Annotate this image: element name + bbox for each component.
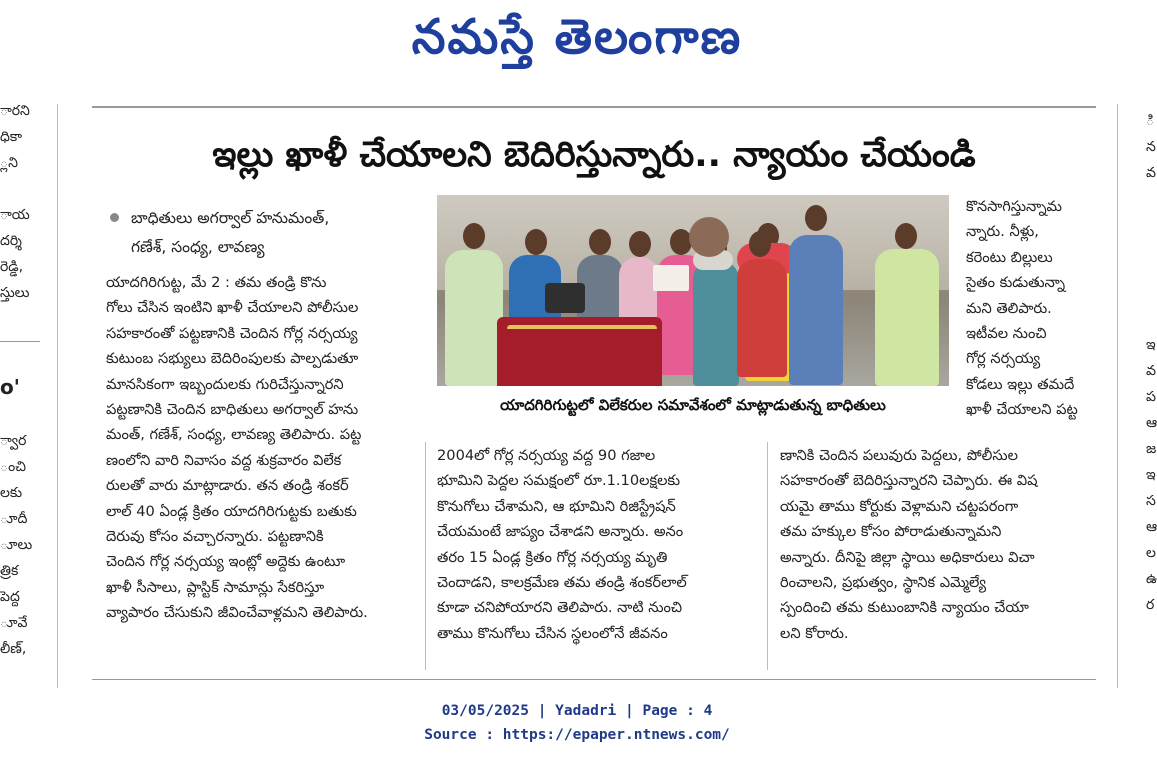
text-line: చెందిన గోర్ల నర్సయ్య ఇంట్లో అద్దెకు ఉంటూ	[106, 553, 346, 571]
person-head	[805, 205, 827, 231]
text-line: రించాలని, ప్రభుత్వం, స్థానిక ఎమ్మెల్యే	[780, 574, 987, 592]
article-photo	[437, 195, 949, 386]
text-line: సైతం కుడుతున్నా	[966, 274, 1066, 292]
article-headline: ఇల్లు ఖాళీ చేయాలని బెదిరిస్తున్నారు.. న్యాయం చేయండి	[212, 135, 976, 175]
text-line: కరెంటు బిల్లులు	[966, 248, 1053, 266]
text-line: ఖాళీ చేయాలని పట్ట	[966, 401, 1078, 419]
text-line: గోర్ల నర్సయ్య	[966, 350, 1041, 368]
text-line: ఇటీవల నుంచి	[966, 325, 1047, 343]
text-line: దెరువు కోసం వచ్చారన్నారు. పట్టణానికి	[106, 528, 324, 546]
subhead-line: బాధితులు అగర్వాల్ హనుమంత్,	[131, 209, 330, 227]
text-line: స్పందించి తమ కుటుంబానికి న్యాయం చేయా	[780, 599, 1029, 617]
person-figure	[507, 325, 657, 329]
person-figure	[693, 261, 739, 386]
left-fragment-top: ారని ధికా ్లని ాయ దర్శి రెడ్డి, స్తులు	[0, 103, 30, 301]
text-line: పట్టణానికి చెందిన బాధితులు అగర్వాల్ హను	[106, 401, 359, 419]
source-link[interactable]: Source : https://epaper.ntnews.com/	[424, 727, 730, 743]
article-column-3	[780, 443, 1096, 646]
person-head	[525, 229, 547, 255]
article-column-1	[106, 270, 418, 626]
text-line: సహకారంతో బెదిరిస్తున్నారని చెప్పారు. ఈ విష	[780, 472, 1038, 490]
person-head	[749, 231, 771, 257]
text-line: భూమిని పెద్దల సమక్షంలో రూ.1.10లక్షలకు	[437, 472, 681, 490]
person-head	[463, 223, 485, 249]
text-line: తమ హక్కుల కోసం పోరాడుతున్నామని	[780, 523, 1002, 541]
text-line: చెందాడని, కాలక్రమేణ తమ తండ్రి శంకర్‌లాల్	[437, 574, 687, 592]
left-column-divider	[57, 104, 58, 688]
left-fragment-bottom: ్వార ంచి లకు ూదీ ూలు త్రిక పెద్ద ూవే లీణ్,	[0, 433, 33, 657]
text-line: లని కోరారు.	[780, 624, 849, 642]
person-head	[895, 223, 917, 249]
person-figure	[789, 235, 843, 385]
bottom-rule	[92, 679, 1096, 680]
text-line: ఖాళీ సీసాలు, ప్లాస్టిక్ సామాన్లు సేకరిస్తూ	[106, 578, 325, 596]
person-figure	[445, 250, 503, 386]
text-line: లాల్ 40 ఏండ్ల క్రితం యాదగిరిగుట్టకు బతుకు	[106, 502, 357, 520]
person-head	[629, 231, 651, 257]
text-line: తాము కొనుగోలు చేసిన స్థలంలోనే జీవనం	[437, 624, 668, 642]
article-column-3-top	[966, 194, 1094, 423]
text-line: న్నారు. నీళ్లు,	[966, 223, 1039, 241]
text-line: కొనుగోలు చేశామని, ఆ భూమిని రిజిస్ట్రేషన్	[437, 497, 676, 515]
text-line: వ్యాపారం చేసుకుని జీవించేవాళ్లమని తెలిపారు.	[106, 604, 368, 622]
text-line: ణంలోని వారి నివాసం వద్ద శుక్రవారం విలేక	[106, 451, 342, 469]
person-figure	[545, 283, 585, 313]
text-line: చేయమంటే జాప్యం చేశాడని అన్నారు. అనం	[437, 523, 684, 541]
text-line: రులతో వారు మాట్లాడారు. తన తండ్రి శంకర్	[106, 477, 349, 495]
text-line: యమై తాము కోర్టుకు వెళ్లామని చట్టపరంగా	[780, 497, 1019, 515]
page-info: 03/05/2025 | Yadadri | Page : 4	[441, 703, 713, 719]
text-line: సహకారంతో పట్టణానికి చెందిన గోర్ల నర్సయ్య	[106, 324, 358, 342]
text-line: అన్నారు. దీనిపై జిల్లా స్థాయి అధికారులు విచా	[780, 548, 1035, 566]
article-col2-divider	[767, 442, 768, 670]
right-column-divider	[1117, 104, 1118, 688]
text-line: మానసికంగా ఇబ్బందులకు గురిచేస్తున్నారని	[106, 375, 344, 393]
text-line: కూడా చనిపోయారని తెలిపారు. నాటి నుంచి	[437, 599, 683, 617]
text-line: యాదగిరిగుట్ట, మే 2 : తమ తండ్రి కొను	[106, 274, 327, 291]
right-fragment-top: ి న వ	[1146, 113, 1156, 181]
text-line: మంత్, గణేశ్, సంధ్య, లావణ్య తెలిపారు. పట్ట	[106, 426, 362, 444]
photo-caption: యాదగిరిగుట్టలో విలేకరుల సమావేశంలో మాట్లాడుతున్న బాధితులు	[500, 396, 886, 414]
text-line: ణానికి చెందిన పలువురు పెద్దలు, పోలీసుల	[780, 447, 1018, 464]
text-line: కుటుంబ సభ్యులు బెదిరింపులకు పాల్పడుతూ	[106, 350, 359, 368]
bullet-icon	[110, 213, 119, 222]
person-figure	[875, 249, 939, 386]
text-line: తరం 15 ఏండ్ల క్రితం గోర్ల నర్సయ్య మృతి	[437, 548, 668, 566]
left-fragment-headline: o'	[0, 375, 20, 399]
text-line: 2004లో గోర్ల నర్సయ్య వద్ద 90 గజాల	[437, 447, 656, 464]
subhead-line: గణేశ్, సంధ్య, లావణ్య	[131, 238, 265, 256]
person-figure	[653, 265, 689, 291]
article-col1-divider	[425, 442, 426, 670]
left-section-rule	[0, 341, 40, 342]
article-subhead	[110, 204, 420, 262]
text-line: మని తెలిపారు.	[966, 299, 1052, 317]
text-line: కొనసాగిస్తున్నామ	[966, 198, 1062, 215]
text-line: కోడలు ఇల్లు తమదే	[966, 375, 1075, 393]
person-figure	[737, 259, 787, 377]
top-rule	[92, 106, 1096, 108]
newspaper-masthead: నమస్తే తెలంగాణ	[411, 9, 743, 65]
article-column-2	[437, 443, 753, 646]
text-line: గోలు చేసిన ఇంటిని ఖాళీ చేయాలని పోలీసుల	[106, 299, 359, 317]
person-figure	[689, 217, 729, 257]
right-fragment-bottom: ఇ వ ప ఆ జ ఇ స ఆ ల ఉ ర	[1146, 337, 1157, 613]
person-head	[589, 229, 611, 255]
